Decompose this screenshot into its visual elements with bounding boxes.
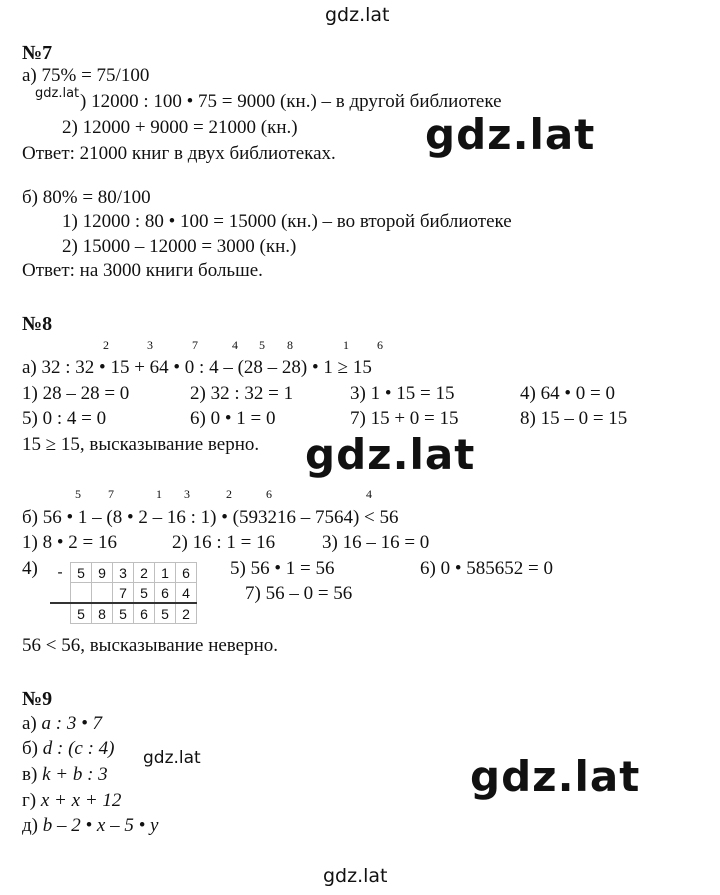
task8-a-step: 6) 0 • 1 = 0: [190, 408, 276, 429]
order-number: 8: [287, 338, 293, 352]
order-number: 5: [75, 487, 81, 501]
task8-b-step4-label: 4): [22, 558, 38, 579]
watermark-inline-small-1: gdz.lat: [35, 86, 80, 101]
order-number: 6: [377, 338, 383, 352]
task8-a-conclusion: 15 ≥ 15, высказывание верно.: [22, 434, 260, 455]
watermark-big-3: gdz.lat: [470, 752, 641, 801]
result-digit: 5: [155, 603, 176, 624]
task8-b-step6: 6) 0 • 585652 = 0: [420, 558, 553, 579]
subtrahend-digit: [92, 583, 113, 604]
subtrahend-digit: 7: [113, 583, 134, 604]
result-digit: 5: [71, 603, 92, 624]
task8-b-step5: 5) 56 • 1 = 56: [230, 558, 335, 579]
result-digit: 6: [134, 603, 155, 624]
task7-a-step1: ) 12000 : 100 • 75 = 9000 (кн.) – в другой библиотеке: [80, 91, 502, 112]
minuend-digit: 2: [134, 563, 155, 583]
column-subtraction: [50, 562, 197, 624]
task8-title: №8: [22, 313, 53, 335]
order-number: 6: [266, 487, 272, 501]
task8-b-step: 2) 16 : 1 = 16: [172, 532, 276, 553]
minuend-digit: 5: [71, 563, 92, 583]
watermark-top: gdz.lat: [325, 4, 390, 26]
result-digit: 5: [113, 603, 134, 624]
subtrahend-digit: 6: [155, 583, 176, 604]
task9-item: б) d : (c : 4): [22, 738, 115, 759]
order-number: 7: [192, 338, 198, 352]
task9-item: в) k + b : 3: [22, 764, 108, 785]
minuend-digit: 3: [113, 563, 134, 583]
task9-title: №9: [22, 688, 53, 710]
order-number: 2: [226, 487, 232, 501]
watermark-bottom: gdz.lat: [323, 865, 388, 887]
task9-item: г) x + x + 12: [22, 790, 122, 811]
task8-a-expression: а) 32 : 32 • 15 + 64 • 0 : 4 – (28 – 28) • 1 ≥ 15: [22, 357, 372, 378]
order-number: 1: [343, 338, 349, 352]
subtrahend-digit: 4: [176, 583, 197, 604]
task7-title: №7: [22, 42, 53, 64]
order-number: 5: [259, 338, 265, 352]
subtrahend-digit: [71, 583, 92, 604]
task7-a-head: а) 75% = 75/100: [22, 65, 150, 86]
task8-a-step: 4) 64 • 0 = 0: [520, 383, 615, 404]
watermark-big-1: gdz.lat: [425, 110, 596, 159]
task9-item: а) a : 3 • 7: [22, 713, 102, 734]
task9-item: д) b – 2 • x – 5 • y: [22, 815, 159, 836]
task7-b-answer: Ответ: на 3000 книги больше.: [22, 260, 263, 281]
task8-a-step: 3) 1 • 15 = 15: [350, 383, 455, 404]
watermark-big-2: gdz.lat: [305, 430, 476, 479]
result-digit: 2: [176, 603, 197, 624]
task8-a-step: 7) 15 + 0 = 15: [350, 408, 459, 429]
result-digit: 8: [92, 603, 113, 624]
minuend-digit: 9: [92, 563, 113, 583]
task7-b-step1: 1) 12000 : 80 • 100 = 15000 (кн.) – во второй библиотеке: [62, 211, 512, 232]
watermark-inline-small-2: gdz.lat: [143, 748, 201, 768]
task7-a-answer: Ответ: 21000 книг в двух библиотеках.: [22, 143, 336, 164]
order-number: 3: [184, 487, 190, 501]
task8-a-step: 5) 0 : 4 = 0: [22, 408, 107, 429]
task7-b-head: б) 80% = 80/100: [22, 187, 151, 208]
task8-a-step: 2) 32 : 32 = 1: [190, 383, 294, 404]
minus-sign: -: [57, 563, 63, 581]
task8-a-step: 8) 15 – 0 = 15: [520, 408, 628, 429]
order-number: 4: [232, 338, 238, 352]
task7-a-step2: 2) 12000 + 9000 = 21000 (кн.): [62, 117, 298, 138]
order-number: 2: [103, 338, 109, 352]
order-number: 7: [108, 487, 114, 501]
order-number: 1: [156, 487, 162, 501]
task8-b-step: 1) 8 • 2 = 16: [22, 532, 117, 553]
order-number: 3: [147, 338, 153, 352]
task8-b-conclusion: 56 < 56, высказывание неверно.: [22, 635, 279, 656]
task8-b-step: 3) 16 – 16 = 0: [322, 532, 430, 553]
task8-b-step7: 7) 56 – 0 = 56: [245, 583, 353, 604]
order-number: 4: [366, 487, 372, 501]
minuend-digit: 1: [155, 563, 176, 583]
task7-b-step2: 2) 15000 – 12000 = 3000 (кн.): [62, 236, 297, 257]
task8-a-step: 1) 28 – 28 = 0: [22, 383, 130, 404]
task8-b-expression: б) 56 • 1 – (8 • 2 – 16 : 1) • (593216 – 7564) < 56: [22, 507, 399, 528]
subtrahend-digit: 5: [134, 583, 155, 604]
minuend-digit: 6: [176, 563, 197, 583]
